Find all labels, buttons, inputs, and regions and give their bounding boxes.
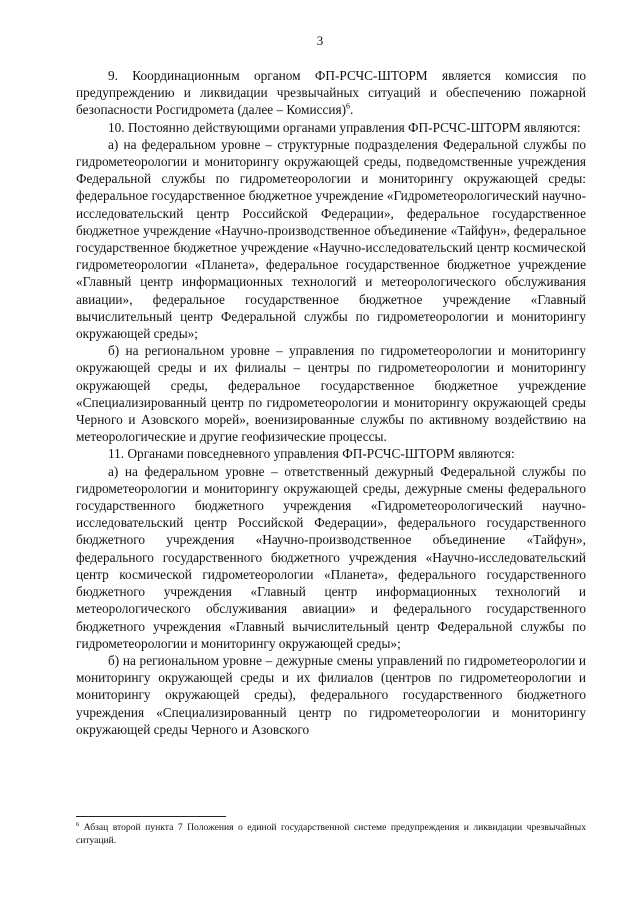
body-text xyxy=(76,67,586,738)
footnote-reference: 6 xyxy=(346,101,351,111)
paragraph-9 xyxy=(76,67,586,119)
page-number: 3 xyxy=(316,33,324,48)
footnote-mark: 6 xyxy=(76,820,80,828)
paragraph-11: 11. Органами повседневного управления ФП-РСЧС-ШТОРМ являются: xyxy=(108,446,515,462)
footnote-text: Абзац второй пункта 7 Положения о единой государственной системе предупреждения и ликвидации чрезвычайных ситуаций. xyxy=(76,822,586,846)
paragraph-10: 10. Постоянно действующими органами управления ФП-РСЧС-ШТОРМ являются: xyxy=(108,119,581,135)
footnote-divider xyxy=(76,816,226,817)
paragraph-10b: б) на региональном уровне – управления по гидрометеорологии и мониторингу окружающей среды и их филиалы – центры по гидрометеорологии и мониторингу окружающей среды, федеральное государственное бюджетное учреждение «Специализированный центр по гидрометеорологии и мониторингу окружающей среды Черного и Азовского морей», военизированные службы по активному воздействию на метеорологические и другие геофизические процессы. xyxy=(76,343,586,445)
paragraph-10a: а) на федеральном уровне – структурные подразделения Федеральной службы по гидрометеорологии и мониторингу окружающей среды, подведомственные учреждения Федеральной службы по гидрометеорологии и мониторингу окружающей среды: федеральное государственное бюджетное учреждение «Гидрометеорологический научно-исследовательский центр Российской Федерации», федеральное государственное бюджетное учреждение «Научно-производственное объединение «Тайфун», федеральное государственное бюджетное учреждение «Научно-исследовательский центр космической гидрометеорологии «Планета», федеральное государственное бюджетное учреждение «Главный центр информационных технологий и метеорологического обслуживания авиации», федеральное государственное бюджетное учреждение «Главный вычислительный центр Федеральной службы по гидрометеорологии и мониторингу окружающей среды»; xyxy=(76,136,586,342)
paragraph-tail: . xyxy=(350,102,354,118)
footnote xyxy=(76,822,586,847)
paragraph-11b: б) на региональном уровне – дежурные смены управлений по гидрометеорологии и мониторингу окружающей среды и их филиалов (центров по гидрометеорологии и мониторингу окружающей среды), федерального государственного бюджетного учреждения «Специализированный центр по гидрометеорологии и мониторингу окружающей среды Черного и Азовского xyxy=(76,652,586,737)
paragraph-11a: а) на федеральном уровне – ответственный дежурный Федеральной службы по гидрометеорологии и мониторингу окружающей среды, дежурные смены федерального государственного бюджетного учреждения «Гидрометеорологический научно-исследовательский центр Российской Федерации», федерального государственного бюджетного учреждения «Научно-производственное объединение «Тайфун», федерального государственного бюджетного учреждения «Научно-исследовательский центр космической гидрометеорологии «Планета», федерального государственного бюджетного учреждения «Главный центр информационных технологий и метеорологического обслуживания авиации» и федерального государственного бюджетного учреждения «Главный вычислительный центр Федеральной службы по гидрометеорологии и мониторингу окружающей среды»; xyxy=(76,463,586,651)
paragraph-text: 9. Координационным органом ФП-РСЧС-ШТОРМ является комиссия по предупреждению и ликвидации чрезвычайных ситуаций и обеспечению пожарной безопасности Росгидромета (далее – Комиссия) xyxy=(76,68,586,118)
